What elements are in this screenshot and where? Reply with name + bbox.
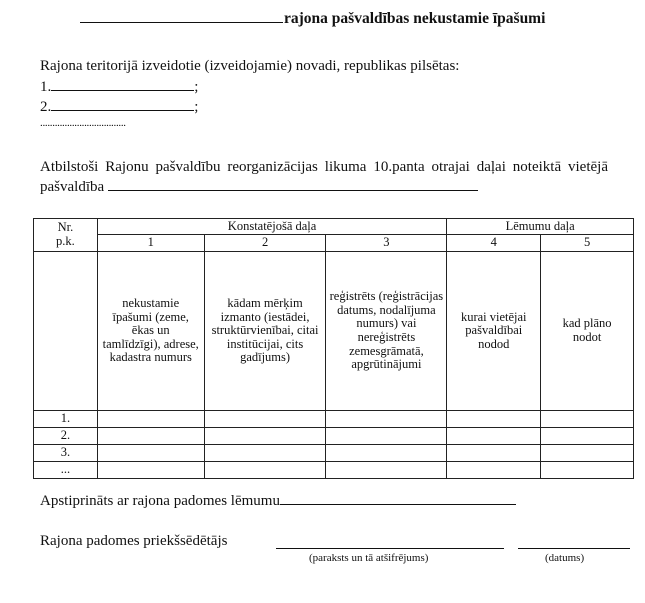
intro-item-blank: [51, 98, 194, 111]
col-header-purpose: kādam mērķim izmanto (iestādei, struktūrvienībai, citai institūcijai, cits gadījums): [204, 252, 326, 411]
reorganization-paragraph: [40, 158, 608, 197]
row-number: 2.: [34, 428, 98, 445]
paragraph-blank: [108, 177, 478, 191]
signature-line: [276, 548, 504, 549]
intro-item-blank: [51, 78, 194, 91]
table-cell: [326, 462, 447, 479]
signature-caption: (paraksts un tā atšifrējums): [309, 552, 429, 564]
table-cell: [204, 428, 326, 445]
intro-line: Rajona teritorijā izveidotie (izveidojamie) novadi, republikas pilsētas:: [40, 58, 460, 74]
intro-item-number: 2.: [40, 99, 52, 115]
group-header-konstatejosa: Konstatējošā daļa: [97, 219, 447, 235]
col-header-property: nekustamie īpašumi (zeme, ēkas un tamlīdzīgi), adrese, kadastra numurs: [97, 252, 204, 411]
table-cell: [97, 462, 204, 479]
table-cell: [541, 428, 634, 445]
row-number: 1.: [34, 411, 98, 428]
col-number: 3: [326, 235, 447, 252]
col-header-when: kad plāno nodot: [541, 252, 634, 411]
title-text: rajona pašvaldības nekustamie īpašumi: [284, 10, 546, 27]
table-cell: [204, 411, 326, 428]
col-header-registration: reģistrēts (reģistrācijas datums, nodalījuma numurs) vai nereģistrēts zemesgrāmatā, apgrūtinājumi: [326, 252, 447, 411]
table-cell: [447, 428, 541, 445]
table-cell: [541, 411, 634, 428]
intro-item-end: ;: [194, 99, 199, 115]
table-cell: [97, 445, 204, 462]
col-header-receiver: kurai vietējai pašvaldībai nodod: [447, 252, 541, 411]
chair-label: Rajona padomes priekšsēdētājs: [40, 533, 228, 549]
table-cell: [326, 428, 447, 445]
table-cell: [204, 445, 326, 462]
intro-item-2: [40, 98, 198, 116]
col-number: 1: [97, 235, 204, 252]
group-header-lemumu: Lēmumu daļa: [447, 219, 634, 235]
date-line: [518, 548, 630, 549]
approved-line: [40, 492, 516, 510]
date-caption: (datums): [545, 552, 585, 564]
paragraph-text: Atbilstoši Rajonu pašvaldību reorganizācijas likuma 10.panta otrajai daļai noteiktā vietējā pašvaldība: [40, 159, 608, 195]
title-blank-line: [80, 8, 283, 23]
table-cell: [447, 445, 541, 462]
table-cell: [541, 462, 634, 479]
col-number: 2: [204, 235, 326, 252]
intro-item-end: ;: [194, 79, 199, 95]
table-cell: [447, 462, 541, 479]
row-number: ...: [34, 462, 98, 479]
intro-dots: ...................................: [40, 117, 126, 129]
col-number: 5: [541, 235, 634, 252]
property-table: [33, 218, 634, 479]
row-number: 3.: [34, 445, 98, 462]
table-cell: [326, 411, 447, 428]
intro-item-number: 1.: [40, 79, 52, 95]
table-cell: [326, 445, 447, 462]
approved-blank: [280, 492, 516, 505]
table-cell: [97, 411, 204, 428]
col-number: 4: [447, 235, 541, 252]
page-title: [80, 8, 545, 28]
table-cell: [447, 411, 541, 428]
approved-text: Apstiprināts ar rajona padomes lēmumu: [40, 493, 280, 509]
nr-empty-cell: [34, 252, 98, 411]
table-cell: [541, 445, 634, 462]
intro-item-1: [40, 78, 198, 96]
table-cell: [204, 462, 326, 479]
table-cell: [97, 428, 204, 445]
nr-header: Nr. p.k.: [34, 219, 98, 252]
